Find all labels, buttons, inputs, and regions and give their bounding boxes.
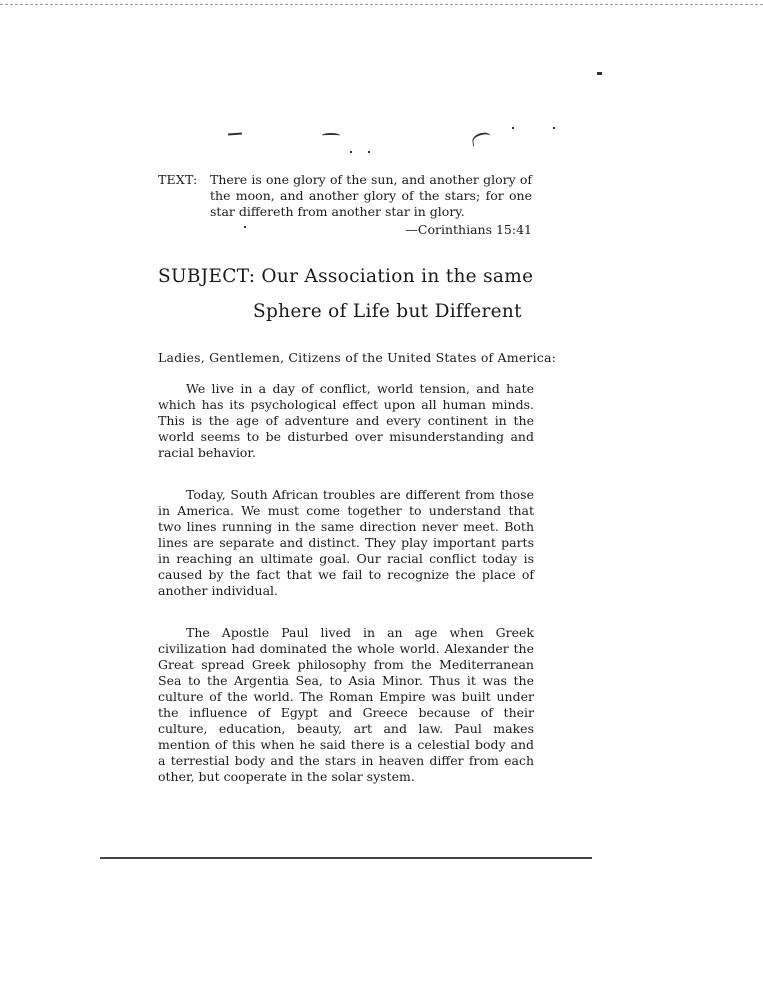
scan-mark: [368, 151, 370, 153]
scan-mark: [350, 151, 352, 153]
subject-heading-line-1: SUBJECT: Our Association in the same: [158, 266, 534, 287]
scan-mark: [512, 127, 514, 129]
scan-mark: [322, 133, 340, 138]
scan-mark: [228, 133, 242, 136]
scan-mark: [553, 127, 555, 129]
scripture-citation: —Corinthians 15:41: [405, 222, 532, 237]
subject-heading-line-2: Sphere of Life but Different: [253, 301, 522, 322]
top-scan-rule: [0, 4, 763, 5]
scan-mark: [597, 72, 602, 75]
scan-mark: [471, 131, 492, 146]
scripture-quote: There is one glory of the sun, and another glory of the moon, and another glory of the stars; for one star differeth from another star in glory.: [210, 172, 532, 219]
paragraph: We live in a day of conflict, world tension, and hate which has its psychological effect upon all human minds. This is the age of adventure and every continent in the world seems to be disturbed over misunderstanding and racial behavior.: [158, 381, 534, 460]
scripture-text: [158, 172, 538, 220]
salutation: Ladies, Gentlemen, Citizens of the United States of America:: [158, 350, 557, 365]
scan-mark: [244, 226, 246, 228]
paragraph: Today, South African troubles are different from those in America. We must come together to understand that two lines running in the same direction never meet. Both lines are separate and distinct. They play important parts in reaching an ultimate goal. Our racial conflict today is caused by the fact that we fail to recognize the place of another individual.: [158, 487, 534, 598]
text-label: TEXT:: [158, 172, 198, 187]
paragraph: The Apostle Paul lived in an age when Greek civilization had dominated the whole world. Alexander the Great spread Greek philosophy from the Mediterranean Sea to the Argentia Sea, to Asia Minor. Thus it was the culture of the world. The Roman Empire was built under the influence of Egypt and Greece because of their culture, education, beauty, art and law. Paul makes mention of this when he said there is a celestial body and a terrestial body and the stars in heaven differ from each other, but cooperate in the solar system.: [158, 625, 534, 784]
bottom-rule: [100, 857, 592, 859]
